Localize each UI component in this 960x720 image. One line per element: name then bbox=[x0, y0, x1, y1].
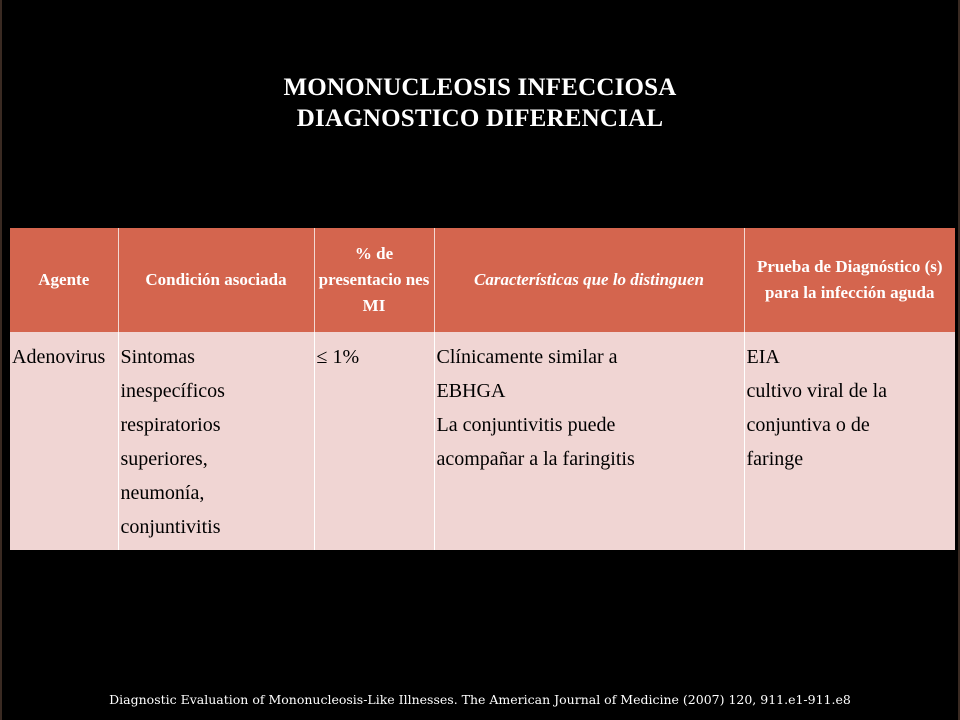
cell-line: inespecíficos bbox=[120, 380, 225, 402]
title-line-2: DIAGNOSTICO DIFERENCIAL bbox=[296, 105, 664, 132]
cell-line: conjuntiva o de bbox=[746, 414, 870, 436]
cell-line: EIA bbox=[746, 346, 780, 368]
differential-diagnosis-table bbox=[10, 228, 955, 550]
header-condicion: Condición asociada bbox=[118, 228, 314, 332]
header-agente: Agente bbox=[10, 228, 118, 332]
cell-line: respiratorios bbox=[120, 414, 221, 436]
cell-porcentaje: ≤ 1% bbox=[314, 332, 434, 550]
table-row bbox=[10, 332, 955, 550]
cell-prueba bbox=[744, 332, 955, 550]
title-line-1: MONONUCLEOSIS INFECCIOSA bbox=[283, 74, 677, 101]
cell-line: La conjuntivitis puede bbox=[436, 414, 616, 436]
cell-line: superiores, bbox=[120, 448, 208, 470]
cell-caracteristicas bbox=[434, 332, 744, 550]
cell-line: cultivo viral de la bbox=[746, 380, 888, 402]
table-header-row bbox=[10, 228, 955, 332]
citation: Diagnostic Evaluation of Mononucleosis-Like Illnesses. The American Journal of Medicine (2007) 120, 911.e1-911.e8 bbox=[109, 692, 851, 707]
cell-line: neumonía, bbox=[120, 482, 205, 504]
cell-line: conjuntivitis bbox=[120, 516, 221, 538]
cell-line: EBHGA bbox=[436, 380, 506, 402]
cell-agente: Adenovirus bbox=[10, 332, 118, 550]
header-porcentaje: % de presentacio nes MI bbox=[314, 228, 434, 332]
slide-title bbox=[0, 72, 960, 134]
cell-line: Sintomas bbox=[120, 346, 195, 368]
cell-line: faringe bbox=[746, 448, 804, 470]
header-prueba: Prueba de Diagnóstico (s) para la infección aguda bbox=[744, 228, 955, 332]
header-caracteristicas: Características que lo distinguen bbox=[434, 228, 744, 332]
cell-condicion bbox=[118, 332, 314, 550]
cell-line: acompañar a la faringitis bbox=[436, 448, 635, 470]
cell-line: Clínicamente similar a bbox=[436, 346, 618, 368]
